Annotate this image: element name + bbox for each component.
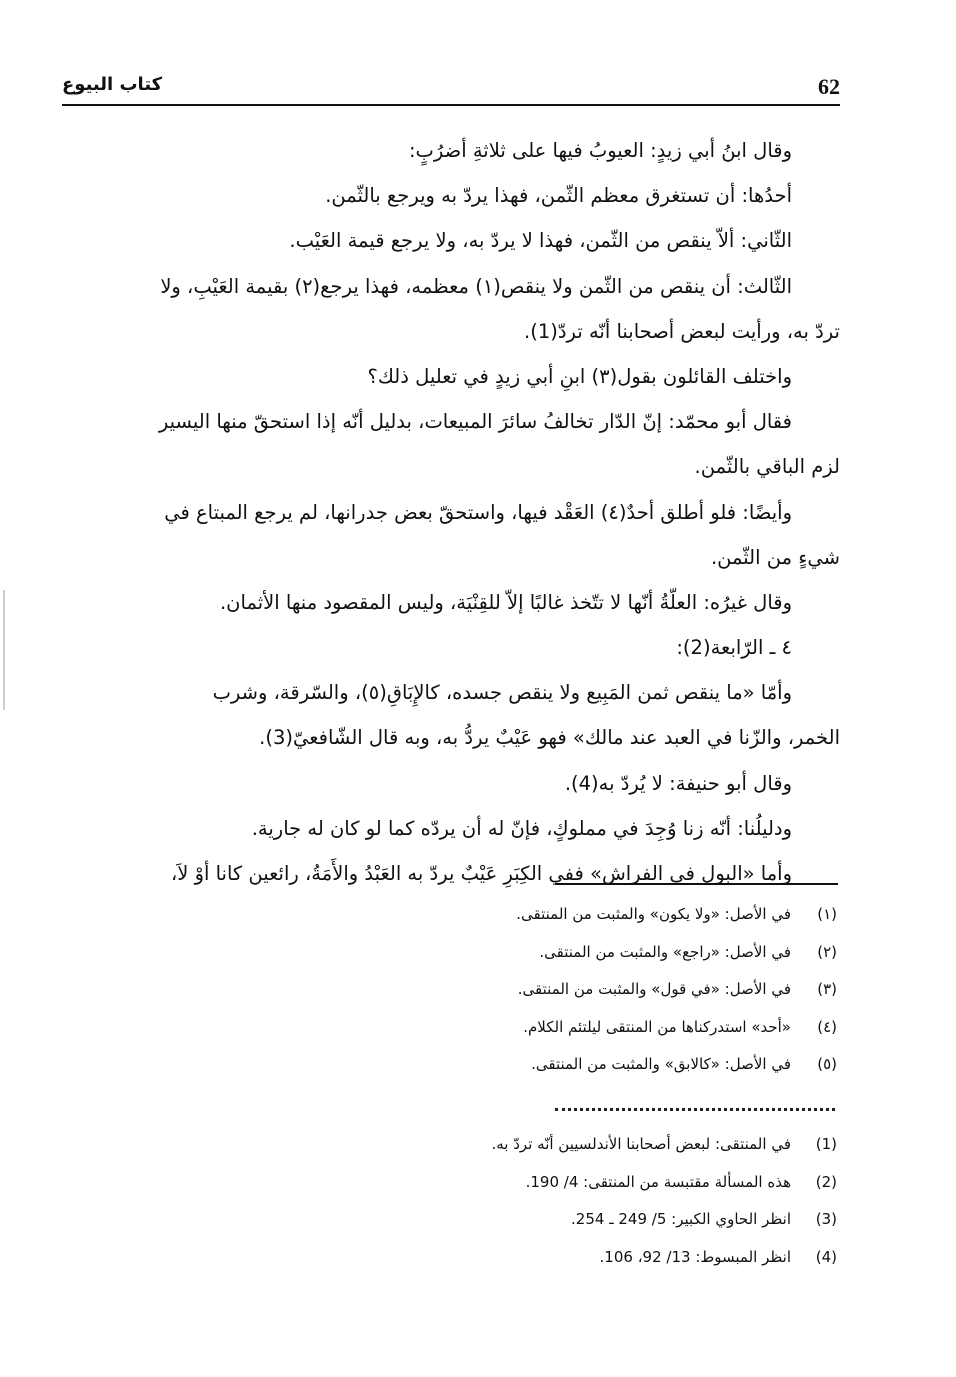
- page-number: 62: [818, 74, 840, 99]
- footnote-number: (١): [817, 905, 837, 923]
- footnote-text: في الأصل: «في قول» والمثبت من المنتقى.: [517, 980, 791, 999]
- footnote-number: (٥): [817, 1055, 837, 1074]
- footnote-text: هذه المسألة مقتبسة من المنتقى: 4/ 190.: [525, 1172, 791, 1191]
- footnote: [300, 1239, 837, 1277]
- footnote: [300, 896, 837, 934]
- text-line: فقال أبو محمّد: إنّ الدّار تخالفُ سائرَ المبيعات، بدليل أنّه إذا استحقّ منها اليسير: [158, 410, 792, 434]
- text-line: شيءٍ من الثّمن.: [710, 545, 840, 569]
- body-text: [65, 128, 840, 896]
- footnote-text: في الأصل: «كالابق» والمثبت من المنتقى.: [531, 1055, 791, 1074]
- footnotes-source: [300, 1126, 837, 1276]
- footnote-text: «أحد» استدركناها من المنتقى ليلتئم الكلام.: [523, 1017, 791, 1036]
- text-line: وقال ابنُ أبي زيدٍ: العيوبُ فيها على ثلاثةِ أضرُبٍ:: [408, 139, 792, 162]
- footnote: [300, 971, 837, 1009]
- footnote-number: (٤): [817, 1017, 837, 1036]
- text-line: أحدُها: أن تستغرق معظم الثّمن، فهذا يردّ به ويرجع بالثّمن.: [325, 184, 792, 208]
- footnote: [300, 1201, 837, 1239]
- text-line: لزم الباقي بالثّمن.: [694, 455, 840, 479]
- footnote: [300, 1009, 837, 1047]
- footnote-text: في الأصل: «ولا يكون» والمثبت من المنتقى.: [516, 905, 791, 923]
- footnote-number: (3): [815, 1210, 837, 1229]
- page-header: [62, 68, 840, 106]
- text-line: واختلف القائلون بقول(٣) ابنِ أبي زيدٍ في تعليل ذلك؟: [367, 364, 792, 388]
- footnote-text: في الأصل: «راجع» والمثبت من المنتقى.: [539, 942, 791, 961]
- footnote-separator: [555, 883, 838, 885]
- text-line: ٤ ـ الرّابعة(2):: [676, 636, 792, 660]
- footnote-number: (4): [815, 1247, 837, 1266]
- footnote: [300, 934, 837, 972]
- text-line: الثّالث: أن ينقص من الثّمن ولا ينقص(١) معظمه، فهذا يرجع(٢) بقيمة العَيْبِ، ولا: [160, 274, 792, 298]
- text-line: الثّاني: ألاّ ينقص من الثّمن، فهذا لا يردّ به، ولا يرجع قيمة العَيْب.: [289, 229, 792, 253]
- text-line: وأيضًا: فلو أطلق أحدٌ(٤) العَقْد فيها، واستحقّ بعض جدرانها، لم يرجع المبتاع في: [164, 500, 792, 524]
- footnote-text: انظر المبسوط: 13/ 92، 106.: [599, 1247, 791, 1266]
- scan-margin-mark: [3, 590, 5, 710]
- text-line: تردّ به، ورأيت لبعض أصحابنا أنّه تردّ(1).: [524, 319, 840, 343]
- footnote-number: (1): [815, 1135, 837, 1153]
- text-line: وقال غيرُه: العلّةُ أنّها لا تتّخذ غالبًا إلاّ للقِنْيَة، وليس المقصود منها الأثمان.: [219, 590, 792, 614]
- text-line: ودليلُنا: أنّه زنا وُجِدَ في مملوكٍ، فإنّ له أن يردّه كما لو كان له جارية.: [251, 816, 792, 840]
- text-line: وقال أبو حنيفة: لا يُردّ به(4).: [564, 771, 792, 795]
- footnote: [300, 1126, 837, 1164]
- footnotes-editor: [300, 896, 837, 1084]
- footnote: [300, 1046, 837, 1084]
- footnote-text: في المنتقى: لبعض أصحابنا الأندلسيين أنّه تردّ به.: [491, 1135, 791, 1153]
- text-line: وأما «البول في الفراش» ففي الكِبَرِ عَيْبٌ يردّ به العَبْدُ والأَمَةُ، رائعين كانا أوْ لاَ،: [170, 862, 792, 885]
- footnote: [300, 1164, 837, 1202]
- footnote-text: انظر الحاوي الكبير: 5/ 249 ـ 254.: [571, 1210, 791, 1229]
- footnote-number: (٣): [817, 980, 837, 999]
- footnote-number: (2): [815, 1172, 837, 1191]
- text-line: وأمّا «ما ينقص ثمن المَبِيع ولا ينقص جسده، كالإِبَاقِ(٥)، والسّرقة، وشرب: [212, 681, 792, 705]
- text-line: الخمر، والزّنا في العبد عند مالك» فهو عَيْبٌ يردُّ به، وبه قال الشّافعيّ(3).: [259, 726, 840, 750]
- footnote-number: (٢): [817, 942, 837, 961]
- running-title: كتاب البيوع: [62, 74, 163, 95]
- footnote-dotted-separator: [555, 1108, 835, 1111]
